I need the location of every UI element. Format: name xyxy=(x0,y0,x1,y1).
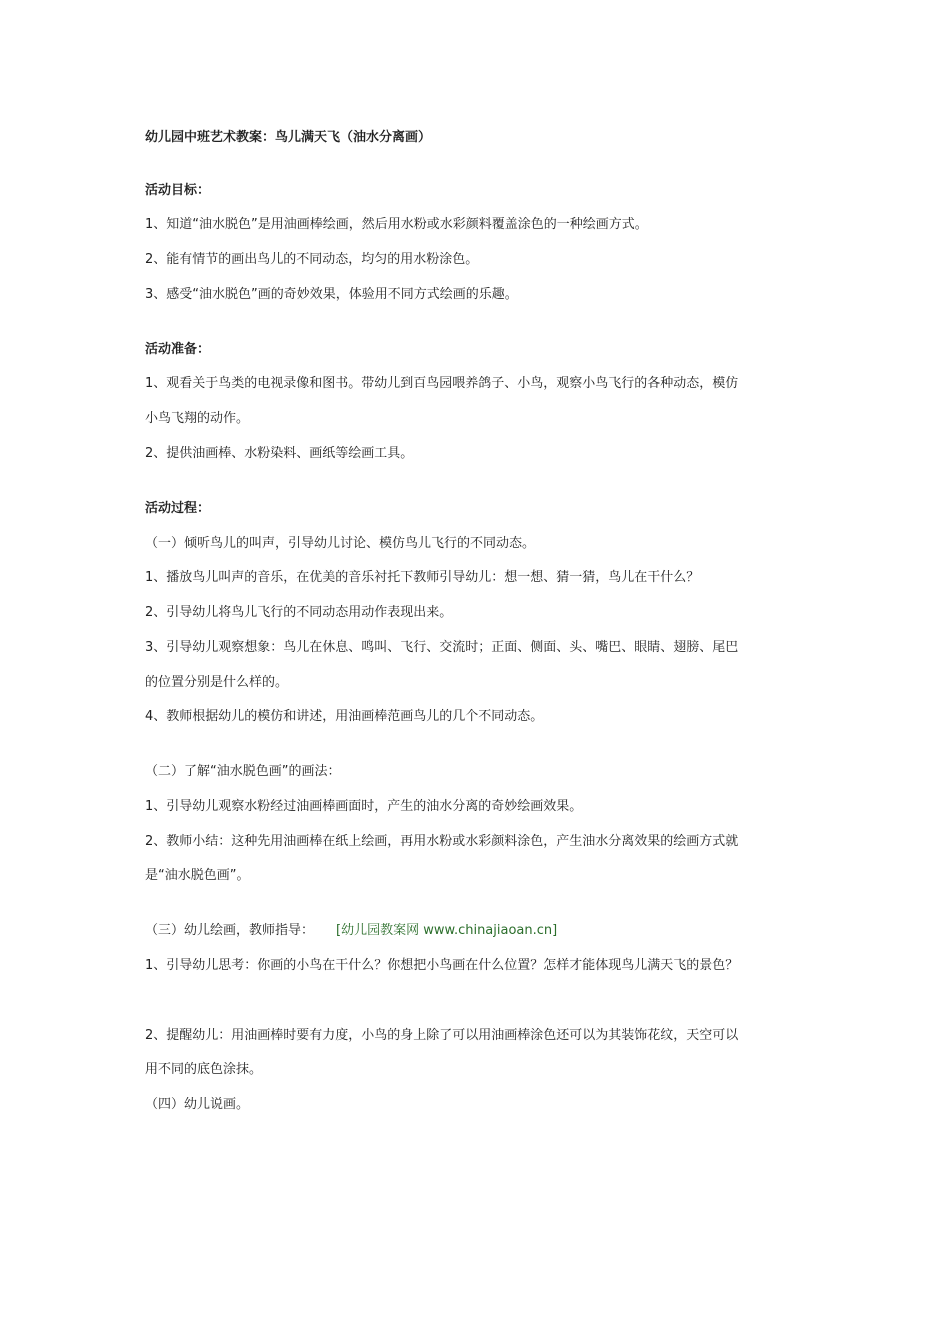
prep-item: 2、提供油画棒、水粉染料、画纸等绘画工具。 xyxy=(145,446,414,461)
source-link-url: www.chinajiaoan.cn xyxy=(423,923,553,938)
goal-item: 3、感受“油水脱色”画的奇妙效果，体验用不同方式绘画的乐趣。 xyxy=(145,287,518,302)
goal-item: 1、知道“油水脱色”是用油画棒绘画，然后用水粉或水彩颜料覆盖涂色的一种绘画方式。 xyxy=(145,217,648,232)
process-part3-item: 1、引导幼儿思考：你画的小鸟在干什么？你想把小鸟画在什么位置？怎样才能体现鸟儿满天飞的景色？ xyxy=(145,958,739,973)
prep-item-continuation: 小鸟飞翔的动作。 xyxy=(145,411,250,426)
process-part3-item-continuation: 用不同的底色涂抹。 xyxy=(145,1062,263,1077)
process-part1-item: 1、播放鸟儿叫声的音乐，在优美的音乐衬托下教师引导幼儿：想一想、猜一猜，鸟儿在干什么？ xyxy=(145,570,700,585)
process-part1-item: 3、引导幼儿观察想象：鸟儿在休息、鸣叫、飞行、交流时；正面、侧面、头、嘴巴、眼睛、翅膀、尾巴 xyxy=(145,640,739,655)
process-part2-item: 1、引导幼儿观察水粉经过油画棒画面时，产生的油水分离的奇妙绘画效果。 xyxy=(145,799,583,814)
process-part3-row xyxy=(145,922,810,940)
process-heading: 活动过程： xyxy=(145,501,211,516)
process-part4-title: （四）幼儿说画。 xyxy=(145,1097,250,1112)
process-part2-item-continuation: 是“油水脱色画”。 xyxy=(145,868,250,883)
goal-item: 2、能有情节的画出鸟儿的不同动态，均匀的用水粉涂色。 xyxy=(145,252,479,267)
source-link[interactable] xyxy=(336,923,557,938)
document-title: 幼儿园中班艺术教案：鸟儿满天飞（油水分离画） xyxy=(145,130,432,145)
process-part2-item: 2、教师小结：这种先用油画棒在纸上绘画，再用水粉或水彩颜料涂色，产生油水分离效果的绘画方式就 xyxy=(145,834,739,849)
process-part2-title: （二）了解“油水脱色画”的画法： xyxy=(145,764,341,779)
process-part1-title: （一）倾听鸟儿的叫声，引导幼儿讨论、模仿鸟儿飞行的不同动态。 xyxy=(145,536,536,551)
prep-item: 1、观看关于鸟类的电视录像和图书。带幼儿到百鸟园喂养鸽子、小鸟，观察小鸟飞行的各种动态，模仿 xyxy=(145,376,739,391)
process-part3-item: 2、提醒幼儿：用油画棒时要有力度，小鸟的身上除了可以用油画棒涂色还可以为其装饰花纹，天空可以 xyxy=(145,1028,739,1043)
process-part1-item: 2、引导幼儿将鸟儿飞行的不同动态用动作表现出来。 xyxy=(145,605,453,620)
goals-heading: 活动目标： xyxy=(145,183,211,198)
process-part3-title: （三）幼儿绘画，教师指导： xyxy=(145,923,315,938)
source-link-suffix: ] xyxy=(552,923,558,938)
process-part1-item: 4、教师根据幼儿的模仿和讲述，用油画棒范画鸟儿的几个不同动态。 xyxy=(145,709,544,724)
prep-heading: 活动准备： xyxy=(145,342,211,357)
source-link-prefix: [幼儿园教案网 xyxy=(336,923,424,938)
process-part1-item-continuation: 的位置分别是什么样的。 xyxy=(145,675,289,690)
